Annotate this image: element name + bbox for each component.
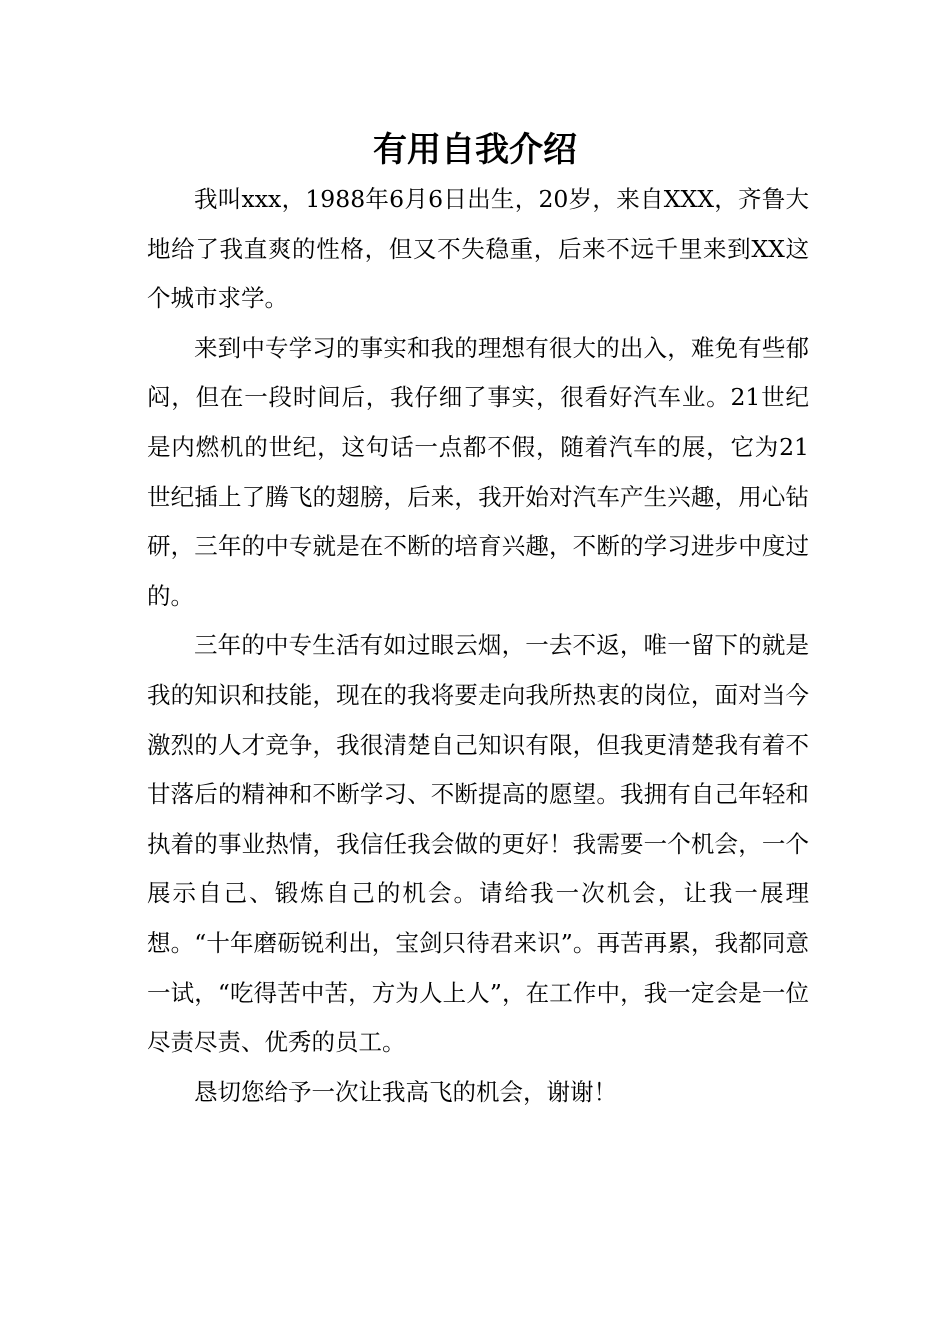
paragraph-1: 我叫xxx，1988年6月6日出生，20岁，来自XXX，齐鲁大地给了我直爽的性格，但又不失稳重，后来不远千里来到XX这个城市求学。 (147, 185, 809, 313)
paragraph-3: 三年的中专生活有如过眼云烟，一去不返，唯一留下的就是我的知识和技能，现在的我将要走向我所热衷的岗位，面对当今激烈的人才竞争，我很清楚自己知识有限，但我更清楚我有着不甘落后的精神和不断学习、不断提高的愿望。我拥有自己年轻和执着的事业热情，我信任我会做的更好！我需要一个机会，一个展示自己、锻炼自己的机会。请给我一次机会，让我一展理想。“十年磨砺锐利出，宝剑只待君来识”。再苦再累，我都同意一试，“吃得苦中苦，方为人上人”，在工作中，我一定会是一位尽责尽责、优秀的员工。 (147, 631, 809, 1057)
document-body (147, 175, 809, 1117)
paragraph-4: 恳切您给予一次让我高飞的机会，谢谢！ (194, 1077, 617, 1106)
paragraph-2: 来到中专学习的事实和我的理想有很大的出入，难免有些郁闷，但在一段时间后，我仔细了事实，很看好汽车业。21世纪是内燃机的世纪，这句话一点都不假，随着汽车的展，它为21世纪插上了腾飞的翅膀，后来，我开始对汽车产生兴趣，用心钻研，三年的中专就是在不断的培育兴趣，不断的学习进步中度过的。 (147, 333, 809, 610)
document-title: 有用自我介绍 (373, 130, 577, 170)
